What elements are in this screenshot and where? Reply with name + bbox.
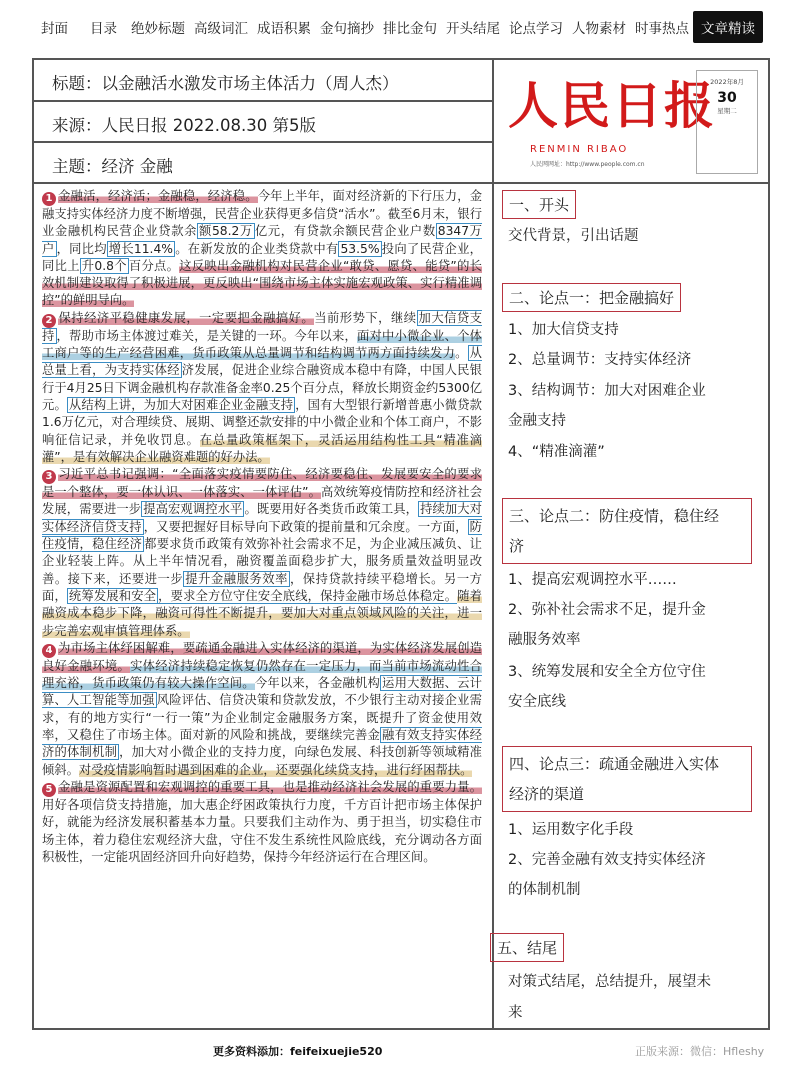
note-line: 2、完善金融有效支持实体经济 [508,852,706,868]
article-title: 标题：以金融活水激发市场主体活力（周人杰） [52,74,399,93]
highlight-red: 这反映出金融机构对民营企业“敢贷、愿贷、能贷”的长效机制建设取得了积极进展，更反映出“围绕市场主体实施宏观政策、实行精准调控”的鲜明导向。 [42,258,482,308]
source-row [34,102,494,142]
boxed-figure: 8347万户 [42,224,482,256]
underlined-text: ，要求全方位守住安全底线，保持金融市场总体稳定。 [158,588,458,603]
text: ，又要把握好目标导向下政策的提前量和冗余度。一方面， [143,519,468,534]
boxed-phrase: 加大信贷支持 [42,310,482,343]
note-heading-line: 济 [509,537,525,555]
note-line: 3、统筹发展和安全全方位守住 [508,664,706,680]
boxed-phrase: 从结构上讲，为加大对困难企业金融支持 [68,397,294,412]
column-divider [492,60,494,1028]
text: 。 [455,346,468,361]
boxed-figure: 53.5% [340,241,380,256]
boxed-phrase: 提升金融服务效率 [185,571,288,586]
nav-arguments[interactable]: 论点学习 [509,21,563,37]
text: ，同比均 [56,241,107,256]
note-line: 1、加大信贷支持 [508,322,619,338]
highlight-blue: 面对中小微企业、个体工商户等的生产经营困难，货币政策从总量调节和结构调节两方面持续发力 [42,328,482,361]
note-line: 对策式结尾，总结提升，展望未 [508,974,711,990]
note-heading-point-2 [502,498,752,564]
note-heading-line: 经济的渠道 [509,785,585,803]
theme-row [34,143,494,183]
highlight-yellow: 随着融资成本稳步下降，融资可得性不断提升，要加大对重点领域风险的关注，进一步完善宏观审慎管理体系。 [42,588,482,638]
paragraph-number: 2 [42,314,56,328]
text: ，保持贷款持续平稳增长。另一方面， [42,571,482,603]
note-line: 来 [508,1005,523,1021]
text: ，帮助市场主体渡过难关，是关键的一环。今年以来， [56,328,357,343]
note-line: 2、总量调节：支持实体经济 [508,352,692,368]
boxed-phrase: 融有效支持实体经济的体制机制 [42,728,482,760]
article-theme: 主题：经济 金融 [52,157,173,176]
nav-idioms[interactable]: 成语积累 [257,21,311,37]
boxed-figure: 升0.8个 [81,258,127,273]
text: 。在新发放的企业类贷款中有 [174,241,339,256]
boxed-phrase: 防住疫情，稳住经济 [42,519,482,552]
boxed-figure: 增长11.4% [108,241,173,256]
boxed-phrase: 持续加大对实体经济信贷支持 [42,502,482,534]
paragraph-number: 5 [42,783,56,797]
note-line: 4、“精准滴灌” [508,444,605,460]
top-nav [0,0,800,52]
boxed-phrase: 运用大数据、云计算、人工智能等加强 [42,676,482,708]
highlight-red: 为市场主体纾困解难，要疏通金融进入实体经济的渠道，为实体经济发展创造良好金融环境。 [42,640,482,673]
text: 济发展，促进企业综合融资成本稳中有降，中国人民银行于4月25日下调金融机构存款准备金率0.25个百分点，释放长期资金约5300亿元。 [42,363,482,412]
boxed-figure: 额58.2万 [199,224,253,239]
note-line: 安全底线 [508,694,566,710]
highlight-yellow: 对受疫情影响暂时遇到困难的企业，还要强化续贷支持，进行纾困帮扶。 [78,762,473,777]
text: 风险评估、信贷决策和贷款发放，不少银行主动对接企业需求，有的地方实行“一行一策”为企业制定金融服务方案，既提升了资金使用效率，又稳住了市场主体。面对新的风险和挑战，要继续完善金 [42,693,482,743]
boxed-phrase: 从总量上看，为支持实体经 [42,346,482,378]
note-line: 3、结构调节：加大对困难企业 [508,383,706,399]
note-line: 2、弥补社会需求不足，提升金 [508,602,706,618]
nav-contents[interactable]: 目录 [90,21,117,37]
nav-news[interactable]: 时事热点 [635,21,689,37]
note-heading-line: 三、论点二：防住疫情，稳住经 [509,507,720,525]
paragraph-5 [42,779,482,866]
text: ，加大对小微企业的支持力度，向绿色发展、科技创新等领域精准倾斜。 [42,745,482,777]
article-source: 来源：人民日报 2022.08.30 第5版 [52,116,316,135]
newspaper-english-name: RENMIN RIBAO [530,144,629,155]
note-heading-opening: 一、开头 [502,190,576,219]
note-line: 交代背景，引出话题 [508,228,639,244]
note-line: 金融支持 [508,413,566,429]
highlight-red: 习近平总书记强调：“全面落实疫情要防住、经济要稳住、发展要安全的要求是一个整体，要一体认识、一体落实、一体评估”。 [42,467,482,500]
nav-quotes[interactable]: 金句摘抄 [320,21,374,37]
divider [34,182,768,184]
note-heading-ending: 五、结尾 [490,933,564,962]
title-row [34,60,494,100]
nav-cover[interactable]: 封面 [41,21,68,37]
article-body [42,188,482,866]
note-line: 的体制机制 [508,882,581,898]
paragraph-3 [42,466,482,640]
text: 投向了民营企业，同比上 [42,241,482,273]
paragraph-number: 3 [42,470,56,484]
text: 百分点。 [128,258,180,273]
nav-openings[interactable]: 开头结尾 [446,21,500,37]
nav-reading-active[interactable]: 文章精读 [693,11,763,43]
highlight-blue: 实体经济持续稳定恢复仍然存在一定压力，而当前市场流动性合理充裕，货币政策仍有较大操作空间。 [42,658,482,691]
text: 都要求货币政策有效弥补社会需求不足，为企业减压减负、让企业轻装上阵。从上半年情况看，融资覆盖面稳步扩大，服务质量效益明显改善。接下来，还要进一步 [42,537,482,586]
text: 高效统筹疫情防控和经济社会发展，需要进一步 [42,485,482,517]
newspaper-url: 人民网网址：http://www.people.com.cn [530,161,645,168]
text: 用好各项信贷支持措施，加大惠企纾困政策执行力度，千方百计把市场主体保护好，就能为经济发展积蓄基本力量。只要我们主动作为、勇于担当，切实稳住市场主体，着力稳住宏观经济大盘，守住不发生系统性风险底线，充分调动各方面积极性，一定能巩固经济回升向好趋势，保持今年经济运行在合理区间。 [42,797,482,864]
paragraph-4 [42,640,482,779]
highlight-red: 金融是资源配置和宏观调控的重要工具，也是推动经济社会发展的重要力量。 [58,779,482,794]
note-line: 1、提高宏观调控水平…… [508,572,677,588]
nav-parallel[interactable]: 排比金句 [383,21,437,37]
highlight-red: 金融活，经济活；金融稳，经济稳。 [58,189,258,203]
date-month: 2022年8月 [710,78,744,86]
note-heading-line: 四、论点三：疏通金融进入实体 [509,755,720,773]
text: 当前形势下，继续 [314,310,417,325]
nav-vocab[interactable]: 高级词汇 [194,21,248,37]
paragraph-number: 1 [42,192,56,206]
text: ，国有大型银行新增普惠小微贷款1.6万亿元，对合理续贷、展期、调整还款安排的中小微企业和个体工商户，不影响征信记录，并免收罚息。 [42,397,482,447]
note-line: 1、运用数字化手段 [508,822,634,838]
note-heading-point-3 [502,746,752,812]
newspaper-logo: 人民日报 [508,76,716,135]
text: 亿元，有贷款余额民营企业户数 [254,224,436,239]
highlight-yellow: 在总量政策框架下，灵活运用结构性工具“精准滴灌”，是有效解决企业融资难题的好办法。 [42,432,482,464]
footer-contact: 更多资料添加：feifeixuejie520 [213,1045,383,1058]
text: 今年以来，各金融机构 [254,676,381,691]
date-day: 30 [717,90,737,106]
note-heading-point-1: 二、论点一：把金融搞好 [502,283,681,312]
date-box [696,70,758,174]
nav-people[interactable]: 人物素材 [572,21,626,37]
footer-source: 正版来源：微信：Hfleshy [635,1045,765,1058]
note-line: 融服务效率 [508,632,581,648]
text: 今年上半年，面对经济新的下行压力，金融支持实体经济力度不断增强，民营企业获得更多信贷“活水”。截至6月末，银行业金融机构民营企业贷款余 [42,189,482,239]
newspaper-masthead [500,62,762,180]
boxed-phrase: 统筹发展和安全 [68,588,157,603]
paragraph-number: 4 [42,644,56,658]
boxed-phrase: 提高宏观调控水平 [143,502,243,517]
highlight-red: 保持经济平稳健康发展，一定要把金融搞好。 [58,310,315,325]
paragraph-2 [42,310,482,466]
nav-titles[interactable]: 绝妙标题 [131,21,185,37]
text: 。既要用好各类货币政策工具， [244,502,419,517]
date-weekday: 星期二 [717,107,737,115]
paragraph-1 [42,188,482,310]
